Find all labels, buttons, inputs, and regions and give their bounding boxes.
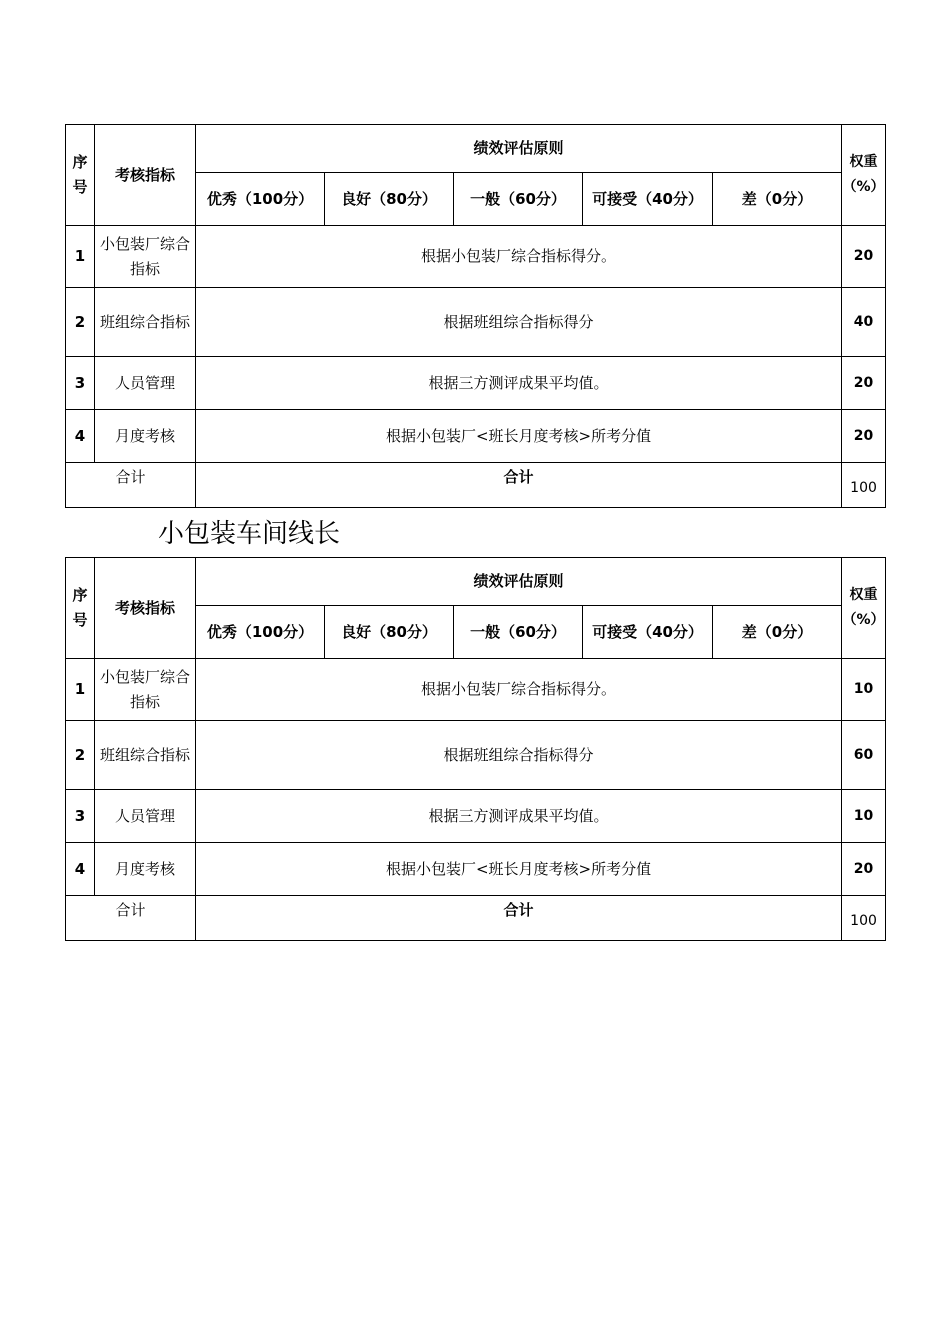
row-weight: 20 <box>842 410 886 463</box>
header-indicator: 考核指标 <box>95 558 196 659</box>
header-seq: 序号 <box>66 125 95 226</box>
header-weight: 权重（%） <box>842 558 886 659</box>
section-title: 小包装车间线长 <box>158 519 341 549</box>
header-indicator: 考核指标 <box>95 125 196 226</box>
row-principle: 根据班组综合指标得分 <box>196 721 842 790</box>
header-seq: 序号 <box>66 558 95 659</box>
row-weight: 20 <box>842 843 886 896</box>
row-indicator: 月度考核 <box>95 843 196 896</box>
grade-average: 一般（60分） <box>454 173 583 226</box>
row-no: 3 <box>66 790 95 843</box>
row-principle: 根据三方测评成果平均值。 <box>196 790 842 843</box>
total-label: 合计 <box>66 896 196 941</box>
row-no: 3 <box>66 357 95 410</box>
row-principle: 根据小包装厂<班长月度考核>所考分值 <box>196 410 842 463</box>
row-weight: 60 <box>842 721 886 790</box>
table-row <box>66 843 886 896</box>
row-no: 4 <box>66 843 95 896</box>
table-row <box>66 721 886 790</box>
grade-excellent: 优秀（100分） <box>196 173 325 226</box>
table-row <box>66 226 886 288</box>
total-middle: 合计 <box>196 463 842 508</box>
kpi-table-1 <box>65 124 886 508</box>
row-weight: 20 <box>842 226 886 288</box>
grade-good: 良好（80分） <box>325 173 454 226</box>
row-indicator: 小包装厂综合指标 <box>95 659 196 721</box>
row-principle: 根据班组综合指标得分 <box>196 288 842 357</box>
table-row <box>66 659 886 721</box>
row-principle: 根据小包装厂综合指标得分。 <box>196 659 842 721</box>
header-weight: 权重（%） <box>842 125 886 226</box>
row-no: 2 <box>66 721 95 790</box>
row-no: 2 <box>66 288 95 357</box>
total-weight: 100 <box>842 896 886 941</box>
row-principle: 根据三方测评成果平均值。 <box>196 357 842 410</box>
row-indicator: 小包装厂综合指标 <box>95 226 196 288</box>
grade-good: 良好（80分） <box>325 606 454 659</box>
grade-poor: 差（0分） <box>713 173 842 226</box>
row-principle: 根据小包装厂<班长月度考核>所考分值 <box>196 843 842 896</box>
grade-acceptable: 可接受（40分） <box>583 173 713 226</box>
table-row <box>66 790 886 843</box>
row-indicator: 班组综合指标 <box>95 288 196 357</box>
grade-excellent: 优秀（100分） <box>196 606 325 659</box>
table-row <box>66 288 886 357</box>
row-indicator: 班组综合指标 <box>95 721 196 790</box>
row-weight: 10 <box>842 790 886 843</box>
kpi-table-2 <box>65 557 886 941</box>
total-weight: 100 <box>842 463 886 508</box>
grade-average: 一般（60分） <box>454 606 583 659</box>
row-weight: 40 <box>842 288 886 357</box>
row-principle: 根据小包装厂综合指标得分。 <box>196 226 842 288</box>
total-middle: 合计 <box>196 896 842 941</box>
table-row <box>66 357 886 410</box>
row-no: 1 <box>66 659 95 721</box>
total-row <box>66 896 886 941</box>
row-indicator: 人员管理 <box>95 357 196 410</box>
total-label: 合计 <box>66 463 196 508</box>
row-no: 1 <box>66 226 95 288</box>
row-weight: 20 <box>842 357 886 410</box>
row-indicator: 人员管理 <box>95 790 196 843</box>
total-row <box>66 463 886 508</box>
grade-acceptable: 可接受（40分） <box>583 606 713 659</box>
header-principle: 绩效评估原则 <box>196 125 842 173</box>
row-indicator: 月度考核 <box>95 410 196 463</box>
row-weight: 10 <box>842 659 886 721</box>
header-principle: 绩效评估原则 <box>196 558 842 606</box>
row-no: 4 <box>66 410 95 463</box>
table-row <box>66 410 886 463</box>
grade-poor: 差（0分） <box>713 606 842 659</box>
